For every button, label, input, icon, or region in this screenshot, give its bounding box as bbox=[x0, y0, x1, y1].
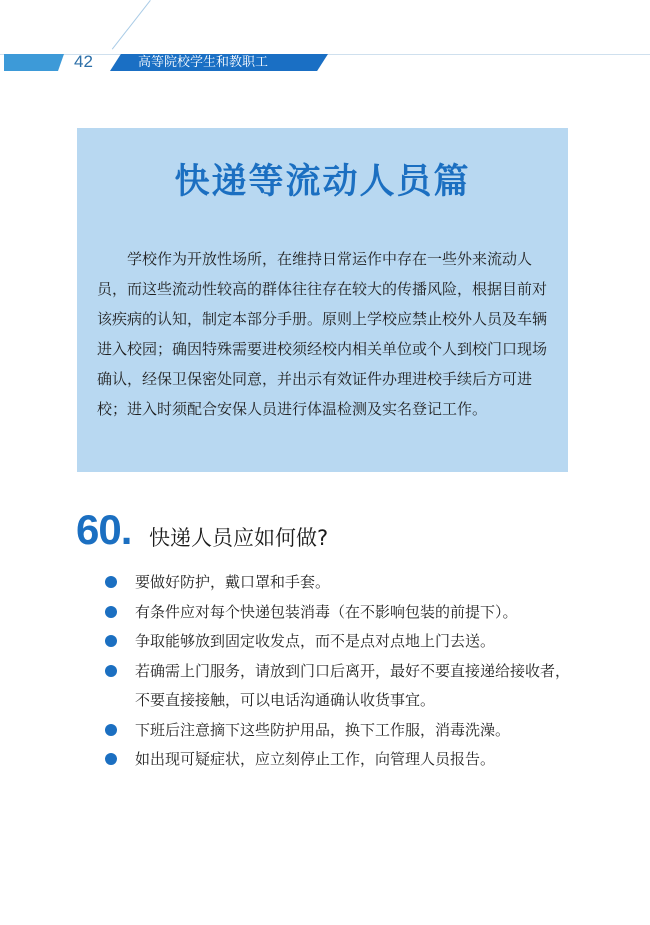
answer-list bbox=[105, 568, 575, 775]
list-item bbox=[105, 745, 575, 775]
list-item bbox=[105, 627, 575, 657]
intro-paragraph: 学校作为开放性场所，在维持日常运作中存在一些外来流动人员，而这些流动性较高的群体往往存在较大的传播风险，根据目前对该疾病的认知，制定本部分手册。原则上学校应禁止校外人员及车辆进入校园；确因特殊需要进校须经校内相关单位或个人到校门口现场确认，经保卫保密处同意，并出示有效证件办理进校手续后方可进校；进入时须配合安保人员进行体温检测及实名登记工作。 bbox=[97, 250, 548, 418]
intro-panel bbox=[77, 128, 568, 472]
list-item bbox=[105, 598, 575, 628]
list-item-text: 如出现可疑症状，应立刻停止工作，向管理人员报告。 bbox=[135, 750, 496, 768]
bullet-dot-icon bbox=[105, 665, 117, 677]
header-left-bar bbox=[4, 54, 64, 71]
list-item bbox=[105, 716, 575, 746]
list-item-text: 若确需上门服务，请放到门口后离开，最好不要直接递给接收者，不要直接接触，可以电话沟通确认收货事宜。 bbox=[135, 661, 571, 709]
bullet-dot-icon bbox=[105, 724, 117, 736]
list-item bbox=[105, 568, 575, 598]
section-title: 快递等流动人员篇 bbox=[174, 162, 471, 202]
book-title: 高等院校学生和教职工 bbox=[138, 55, 269, 70]
list-item-text: 要做好防护，戴口罩和手套。 bbox=[135, 573, 331, 591]
bullet-dot-icon bbox=[105, 753, 117, 765]
bullet-dot-icon bbox=[105, 635, 117, 647]
list-item-text: 有条件应对每个快递包装消毒（在不影响包装的前提下）。 bbox=[135, 602, 518, 621]
bullet-dot-icon bbox=[105, 606, 117, 618]
list-item-text: 下班后注意摘下这些防护用品，换下工作服，消毒洗澡。 bbox=[135, 720, 511, 739]
question-number: 60. bbox=[76, 506, 132, 553]
question-text: 快递人员应如何做? bbox=[149, 526, 329, 550]
list-item-text: 争取能够放到固定收发点，而不是点对点地上门去送。 bbox=[135, 632, 496, 650]
list-item bbox=[105, 657, 575, 716]
header-decor-line bbox=[112, 0, 151, 49]
bullet-dot-icon bbox=[105, 576, 117, 588]
page-number: 42 bbox=[74, 52, 93, 71]
